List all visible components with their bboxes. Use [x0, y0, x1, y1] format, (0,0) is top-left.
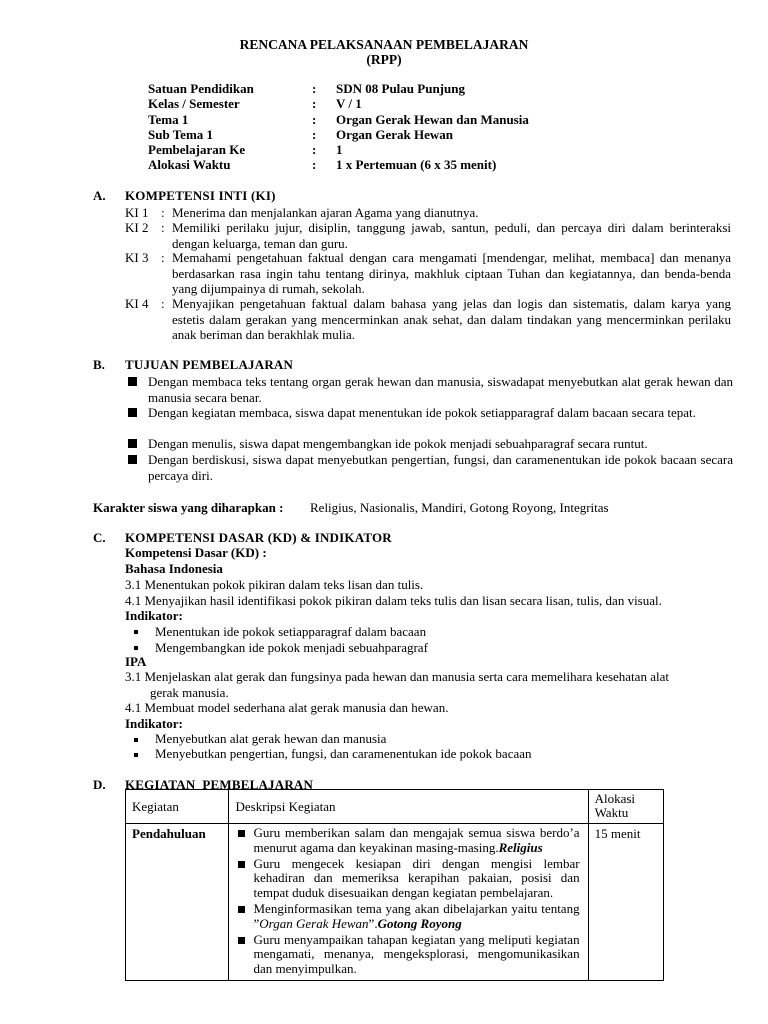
- square-bullet-icon: [238, 937, 245, 944]
- subject-bahasa-indonesia: Bahasa Indonesia: [125, 561, 223, 576]
- tujuan-item: [125, 405, 733, 437]
- document-title: RENCANA PELAKSANAAN PEMBELAJARAN: [239, 37, 529, 52]
- tujuan-item: [125, 436, 733, 452]
- section-b-heading: TUJUAN PEMBELAJARAN: [125, 357, 294, 372]
- list-item: Guru memberikan salam dan mengajak semua siswa berdo’a menurut agama dan keyakinan masing-masing.Religius: [235, 826, 579, 856]
- ki-colon: :: [161, 250, 165, 265]
- kd-item-continued: gerak manusia.: [150, 685, 229, 700]
- square-bullet-icon: [238, 861, 245, 868]
- header-alokasi: Alokasi Waktu: [588, 790, 663, 824]
- square-bullet-icon: [238, 830, 245, 837]
- kegiatan-table: [125, 789, 664, 981]
- ki-text: Memiliki perilaku jujur, disiplin, tanggung jawab, santun, peduli, dan percaya diri dalam berinteraksi dengan keluarga, teman dan guru.: [172, 220, 731, 251]
- square-bullet-icon: [128, 408, 137, 417]
- cell-kegiatan: Pendahuluan: [126, 824, 229, 981]
- indikator-label: Indikator:: [125, 716, 183, 731]
- ki-item: [125, 220, 731, 252]
- meta-value: Organ Gerak Hewan dan Manusia: [336, 112, 529, 127]
- header-kegiatan: Kegiatan: [126, 790, 229, 824]
- bullet-dot-icon: [134, 630, 138, 634]
- ki-item: [125, 296, 731, 344]
- list-item: Menginformasikan tema yang akan dibelajarkan yaitu tentang ”Organ Gerak Hewan”.Gotong Royong: [235, 902, 579, 932]
- bullet-dot-icon: [134, 738, 138, 742]
- tujuan-text: Dengan membaca teks tentang organ gerak hewan dan manusia, siswadapat menyebutkan alat gerak hewan dan manusia secara benar.: [148, 374, 733, 405]
- cell-deskripsi: [229, 824, 588, 981]
- meta-label: Sub Tema 1: [148, 127, 214, 142]
- square-bullet-icon: [128, 377, 137, 386]
- ki-item: [125, 205, 731, 221]
- tujuan-item: [125, 374, 733, 406]
- square-bullet-icon: [238, 906, 245, 913]
- ki-code: KI 4: [125, 296, 149, 311]
- deskripsi-list: [235, 826, 579, 977]
- ki-text: Memahami pengetahuan faktual dengan cara mengamati [mendengar, melihat, membaca] dan menanya berdasarkan rasa ingin tahu tentang dirinya, makhluk ciptaan Tuhan dan kegiatannya, dan benda-benda yang dijumpainya di rumah, sekolah.: [172, 250, 731, 297]
- ki-colon: :: [161, 220, 165, 235]
- list-item: Guru mengecek kesiapan diri dengan mengisi lembar kehadiran dan memeriksa kerapihan pakaian, posisi dan tempat duduk disesuaikan dengan kegiatan pembelajaran.: [235, 857, 579, 901]
- meta-value: SDN 08 Pulau Punjung: [336, 81, 465, 96]
- kd-item: 4.1 Menyajikan hasil identifikasi pokok pikiran dalam teks tulis dan lisan secara lisan, tulis, dan visual.: [125, 593, 662, 608]
- section-c-heading: KOMPETENSI DASAR (KD) & INDIKATOR: [125, 530, 392, 545]
- meta-label: Pembelajaran Ke: [148, 142, 246, 157]
- bullet-dot-icon: [134, 646, 138, 650]
- section-b-letter: B.: [93, 357, 105, 372]
- square-bullet-icon: [128, 439, 137, 448]
- meta-colon: :: [312, 81, 317, 96]
- kd-item: 3.1 Menjelaskan alat gerak dan fungsinya pada hewan dan manusia serta cara memelihara kesehatan alat: [125, 669, 669, 684]
- section-a-letter: A.: [93, 188, 106, 203]
- bullet-dot-icon: [134, 753, 138, 757]
- section-c-letter: C.: [93, 530, 106, 545]
- meta-colon: :: [312, 96, 317, 111]
- indikator-item: Menentukan ide pokok setiapparagraf dalam bacaan: [155, 624, 427, 639]
- meta-label: Kelas / Semester: [148, 96, 240, 111]
- meta-colon: :: [312, 142, 317, 157]
- meta-label: Satuan Pendidikan: [148, 81, 254, 96]
- indikator-item: Menyebutkan pengertian, fungsi, dan caramenentukan ide pokok bacaan: [155, 746, 532, 761]
- section-d-letter: D.: [93, 777, 106, 792]
- cell-waktu: 15 menit: [588, 824, 663, 981]
- karakter-tag: Religius: [498, 839, 543, 855]
- tujuan-text: Dengan menulis, siswa dapat mengembangkan ide pokok menjadi sebuahparagraf secara runtut.: [148, 436, 648, 451]
- ki-item: [125, 250, 731, 298]
- document-subtitle: (RPP): [366, 52, 402, 67]
- tujuan-item: [125, 452, 733, 484]
- table-row: [126, 824, 664, 981]
- square-bullet-icon: [128, 455, 137, 464]
- meta-value: 1 x Pertemuan (6 x 35 menit): [336, 157, 497, 172]
- section-a-heading: KOMPETENSI INTI (KI): [125, 188, 276, 203]
- indikator-label: Indikator:: [125, 608, 183, 623]
- table-header-row: [126, 790, 664, 824]
- meta-value: V / 1: [336, 96, 362, 111]
- karakter-label: Karakter siswa yang diharapkan :: [93, 500, 284, 515]
- header-deskripsi: Deskripsi Kegiatan: [229, 790, 588, 824]
- ki-text: Menyajikan pengetahuan faktual dalam bahasa yang jelas dan logis dan sistematis, dalam karya yang estetis dalam gerakan yang mencerminkan anak sehat, dan dalam tindakan yang mencerminkan perilaku anak beriman dan berakhlak mulia.: [172, 296, 731, 343]
- meta-label: Tema 1: [148, 112, 189, 127]
- meta-value: 1: [336, 142, 343, 157]
- list-item: Guru menyampaikan tahapan kegiatan yang meliputi kegiatan mengamati, menanya, mengeksplorasi, mengomunikasikan dan menyimpulkan.: [235, 933, 579, 977]
- ki-code: KI 3: [125, 250, 149, 265]
- karakter-value: Religius, Nasionalis, Mandiri, Gotong Royong, Integritas: [310, 500, 609, 515]
- karakter-tag: Gotong Royong: [377, 915, 462, 931]
- ki-code: KI 2: [125, 220, 149, 235]
- meta-colon: :: [312, 127, 317, 142]
- subject-ipa: IPA: [125, 654, 147, 669]
- kd-item: 4.1 Membuat model sederhana alat gerak manusia dan hewan.: [125, 700, 449, 715]
- ki-code: KI 1: [125, 205, 149, 220]
- ki-colon: :: [161, 205, 165, 220]
- indikator-item: Mengembangkan ide pokok menjadi sebuahparagraf: [155, 640, 428, 655]
- meta-colon: :: [312, 157, 317, 172]
- meta-colon: :: [312, 112, 317, 127]
- meta-value: Organ Gerak Hewan: [336, 127, 453, 142]
- meta-label: Alokasi Waktu: [148, 157, 231, 172]
- ki-text: Menerima dan menjalankan ajaran Agama yang dianutnya.: [172, 205, 479, 220]
- kd-item: 3.1 Menentukan pokok pikiran dalam teks lisan dan tulis.: [125, 577, 424, 592]
- indikator-item: Menyebutkan alat gerak hewan dan manusia: [155, 731, 387, 746]
- ki-colon: :: [161, 296, 165, 311]
- tujuan-text: Dengan kegiatan membaca, siswa dapat menentukan ide pokok setiapparagraf dalam bacaan secara tepat.: [148, 405, 696, 420]
- kd-label: Kompetensi Dasar (KD) :: [125, 545, 267, 560]
- tujuan-text: Dengan berdiskusi, siswa dapat menyebutkan pengertian, fungsi, dan caramenentukan ide pokok bacaan secara percaya diri.: [148, 452, 733, 483]
- section-d-heading: KEGIATAN PEMBELAJARAN: [125, 777, 314, 792]
